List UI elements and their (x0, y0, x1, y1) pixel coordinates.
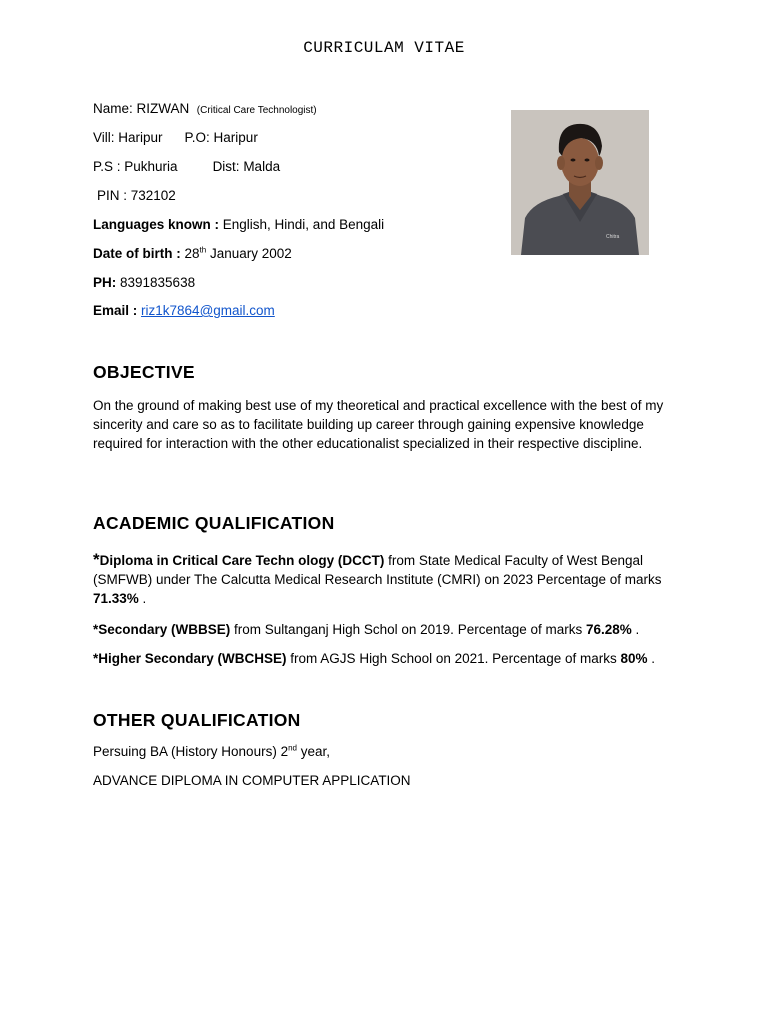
page-title: CURRICULAM VITAE (303, 39, 465, 57)
address-line-2 (93, 158, 280, 175)
profile-photo-image (511, 110, 649, 255)
objective-text: On the ground of making best use of my theoretical and practical excellence with the best of my sincerity and care so as to facilitate building up career through gaining expensive knowledge required for interaction with the other educationalist specialized in their respective discipline. (93, 398, 664, 451)
name: Name: RIZWAN (93, 101, 190, 116)
objective-heading: OBJECTIVE (93, 362, 195, 382)
phone-label: PH: (93, 275, 117, 290)
other-item-diploma: ADVANCE DIPLOMA IN COMPUTER APPLICATION (93, 773, 411, 788)
dob-day: 28 (180, 246, 200, 261)
languages-value: English, Hindi, and Bengali (219, 217, 385, 232)
post-office: P.O: Haripur (184, 130, 258, 145)
district: Dist: Malda (212, 159, 281, 174)
profile-photo (511, 110, 649, 255)
dob-line (93, 245, 292, 262)
shirt-logo: Chitra (606, 234, 620, 240)
other-item-ba: Persuing BA (History Honours) 2nd year, (93, 743, 331, 759)
dob-label: Date of birth : (93, 246, 181, 261)
languages-line (93, 216, 384, 233)
dob-ordinal: th (199, 245, 207, 255)
other-heading: OTHER QUALIFICATION (93, 710, 301, 730)
academic-heading: ACADEMIC QUALIFICATION (93, 513, 335, 533)
email-label: Email : (93, 303, 138, 318)
email-link[interactable]: riz1k7864@gmail.com (141, 303, 275, 318)
phone-value: 8391835638 (116, 275, 196, 290)
dob-rest: January 2002 (206, 246, 292, 261)
academic-item-dcct: *Diploma in Critical Care Techn ology (DCCT) from State Medical Faculty of West Bengal (SMFWB) under The Calcutta Medical Research Institute (CMRI) on 2023 Percentage of marks 71.33% . (93, 550, 662, 606)
designation: (Critical Care Technologist) (196, 105, 317, 116)
village: Vill: Haripur (93, 130, 163, 145)
police-station: P.S : Pukhuria (93, 159, 178, 174)
email-line (93, 302, 275, 319)
academic-item-secondary: *Secondary (WBBSE) from Sultanganj High Schol on 2019. Percentage of marks 76.28% . (93, 622, 640, 637)
languages-label: Languages known : (93, 217, 220, 232)
academic-item-higher-secondary: *Higher Secondary (WBCHSE) from AGJS High School on 2021. Percentage of marks 80% . (93, 651, 656, 666)
name-line (93, 100, 317, 119)
phone-line (93, 274, 195, 291)
address-line-1 (93, 129, 258, 146)
pin: PIN : 732102 (97, 188, 176, 203)
pin-line (97, 187, 176, 204)
